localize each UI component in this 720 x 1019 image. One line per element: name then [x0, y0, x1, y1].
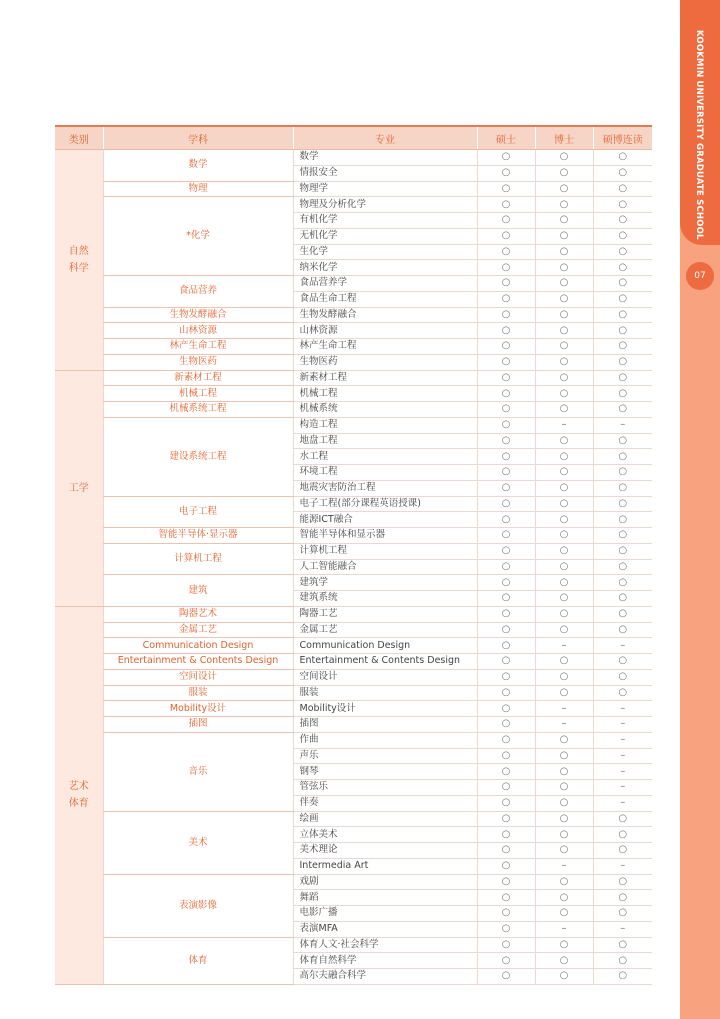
doctor-mark: ○ — [535, 953, 593, 969]
integrated-mark: ○ — [593, 213, 652, 229]
integrated-mark: ○ — [593, 937, 652, 953]
doctor-mark: ○ — [535, 433, 593, 449]
integrated-mark: ○ — [593, 874, 652, 890]
doctor-mark: ○ — [535, 150, 593, 166]
doctor-mark: ○ — [535, 512, 593, 528]
subject-cell: 生物发酵融合 — [103, 307, 293, 323]
table-row — [55, 323, 652, 339]
master-mark: ○ — [477, 512, 535, 528]
integrated-mark: – — [593, 417, 652, 433]
doctor-mark: ○ — [535, 748, 593, 764]
master-mark: ○ — [477, 291, 535, 307]
integrated-mark: ○ — [593, 827, 652, 843]
master-mark: ○ — [477, 701, 535, 717]
major-cell: 能源ICT融合 — [293, 512, 477, 528]
major-cell: 体育自然科学 — [293, 953, 477, 969]
header-master: 硕士 — [477, 126, 535, 150]
major-cell: 建筑学 — [293, 575, 477, 591]
master-mark: ○ — [477, 906, 535, 922]
doctor-mark: ○ — [535, 669, 593, 685]
integrated-mark: ○ — [593, 811, 652, 827]
table-row — [55, 575, 652, 591]
doctor-mark: ○ — [535, 165, 593, 181]
subject-cell: 体育 — [103, 937, 293, 984]
subject-cell: Mobility设计 — [103, 701, 293, 717]
major-cell: 空间设计 — [293, 669, 477, 685]
doctor-mark: ○ — [535, 496, 593, 512]
major-cell: Intermedia Art — [293, 858, 477, 874]
integrated-mark: ○ — [593, 543, 652, 559]
doctor-mark: ○ — [535, 874, 593, 890]
table-row — [55, 654, 652, 670]
master-mark: ○ — [477, 228, 535, 244]
doctor-mark: ○ — [535, 575, 593, 591]
doctor-mark: ○ — [535, 244, 593, 260]
table-row — [55, 528, 652, 544]
major-cell: 高尔夫融合科学 — [293, 969, 477, 985]
integrated-mark: – — [593, 921, 652, 937]
integrated-mark: ○ — [593, 291, 652, 307]
integrated-mark: ○ — [593, 480, 652, 496]
master-mark: ○ — [477, 449, 535, 465]
major-cell: 插图 — [293, 717, 477, 733]
doctor-mark: ○ — [535, 937, 593, 953]
major-cell: 建筑系统 — [293, 591, 477, 607]
major-cell: 无机化学 — [293, 228, 477, 244]
table-row — [55, 150, 652, 166]
major-cell: 环境工程 — [293, 465, 477, 481]
major-cell: 食品生命工程 — [293, 291, 477, 307]
major-cell: 水工程 — [293, 449, 477, 465]
major-cell: 地震灾害防治工程 — [293, 480, 477, 496]
table-row — [55, 874, 652, 890]
major-cell: 山林资源 — [293, 323, 477, 339]
major-cell: 美术理论 — [293, 843, 477, 859]
master-mark: ○ — [477, 732, 535, 748]
major-cell: 生化学 — [293, 244, 477, 260]
table-row — [55, 197, 652, 213]
master-mark: ○ — [477, 748, 535, 764]
major-cell: 体育人文·社会科学 — [293, 937, 477, 953]
doctor-mark: – — [535, 638, 593, 654]
table-row — [55, 732, 652, 748]
major-cell: 情报安全 — [293, 165, 477, 181]
table-row — [55, 606, 652, 622]
doctor-mark: ○ — [535, 449, 593, 465]
integrated-mark: ○ — [593, 528, 652, 544]
subject-cell: 金属工艺 — [103, 622, 293, 638]
master-mark: ○ — [477, 323, 535, 339]
table-row — [55, 339, 652, 355]
integrated-mark: – — [593, 795, 652, 811]
master-mark: ○ — [477, 622, 535, 638]
major-cell: 立体美术 — [293, 827, 477, 843]
subject-cell: 插图 — [103, 717, 293, 733]
doctor-mark: ○ — [535, 402, 593, 418]
table-row — [55, 622, 652, 638]
major-cell: 金属工艺 — [293, 622, 477, 638]
integrated-mark: ○ — [593, 969, 652, 985]
subject-cell: 表演影像 — [103, 874, 293, 937]
table-header-row — [55, 126, 652, 150]
integrated-mark: ○ — [593, 165, 652, 181]
subject-cell: 美术 — [103, 811, 293, 874]
doctor-mark: – — [535, 858, 593, 874]
integrated-mark: ○ — [593, 496, 652, 512]
master-mark: ○ — [477, 559, 535, 575]
major-cell: 舞蹈 — [293, 890, 477, 906]
major-cell: 食品营养学 — [293, 276, 477, 292]
category-cell: 工学 — [55, 370, 103, 606]
master-mark: ○ — [477, 638, 535, 654]
major-cell: 服装 — [293, 685, 477, 701]
master-mark: ○ — [477, 386, 535, 402]
subject-cell: 生物医药 — [103, 354, 293, 370]
subject-cell: 陶器艺术 — [103, 606, 293, 622]
major-cell: 人工智能融合 — [293, 559, 477, 575]
master-mark: ○ — [477, 591, 535, 607]
doctor-mark: ○ — [535, 780, 593, 796]
subject-cell: 山林资源 — [103, 323, 293, 339]
table-row — [55, 701, 652, 717]
doctor-mark: – — [535, 717, 593, 733]
major-cell: 物理及分析化学 — [293, 197, 477, 213]
integrated-mark: ○ — [593, 465, 652, 481]
table-body — [55, 150, 652, 985]
integrated-mark: ○ — [593, 622, 652, 638]
subject-cell: 新素材工程 — [103, 370, 293, 386]
master-mark: ○ — [477, 339, 535, 355]
doctor-mark: ○ — [535, 307, 593, 323]
subject-cell: 食品营养 — [103, 276, 293, 308]
master-mark: ○ — [477, 276, 535, 292]
master-mark: ○ — [477, 669, 535, 685]
doctor-mark: ○ — [535, 606, 593, 622]
category-cell: 自然 科学 — [55, 150, 103, 371]
doctor-mark: ○ — [535, 827, 593, 843]
table-row — [55, 717, 652, 733]
doctor-mark: ○ — [535, 591, 593, 607]
doctor-mark: ○ — [535, 811, 593, 827]
school-name: KOOKMIN UNIVERSITY GRADUATE SCHOOL — [694, 30, 704, 240]
subject-cell: 建设系统工程 — [103, 417, 293, 496]
table-row — [55, 307, 652, 323]
master-mark: ○ — [477, 402, 535, 418]
integrated-mark: ○ — [593, 843, 652, 859]
master-mark: ○ — [477, 496, 535, 512]
integrated-mark: ○ — [593, 244, 652, 260]
major-cell: 机械系统 — [293, 402, 477, 418]
doctor-mark: ○ — [535, 685, 593, 701]
table-row — [55, 543, 652, 559]
master-mark: ○ — [477, 244, 535, 260]
integrated-mark: – — [593, 732, 652, 748]
category-cell: 艺术 体育 — [55, 606, 103, 984]
doctor-mark: ○ — [535, 339, 593, 355]
integrated-mark: ○ — [593, 260, 652, 276]
doctor-mark: ○ — [535, 465, 593, 481]
integrated-mark: – — [593, 748, 652, 764]
doctor-mark: ○ — [535, 654, 593, 670]
integrated-mark: ○ — [593, 669, 652, 685]
subject-cell: Communication Design — [103, 638, 293, 654]
table-row — [55, 276, 652, 292]
master-mark: ○ — [477, 465, 535, 481]
master-mark: ○ — [477, 654, 535, 670]
major-cell: 构造工程 — [293, 417, 477, 433]
header-category: 类别 — [55, 126, 103, 150]
subject-cell: 物理 — [103, 181, 293, 197]
doctor-mark: ○ — [535, 323, 593, 339]
integrated-mark: – — [593, 780, 652, 796]
integrated-mark: ○ — [593, 228, 652, 244]
master-mark: ○ — [477, 606, 535, 622]
major-cell: 管弦乐 — [293, 780, 477, 796]
integrated-mark: ○ — [593, 606, 652, 622]
doctor-mark: ○ — [535, 276, 593, 292]
table-row — [55, 669, 652, 685]
integrated-mark: ○ — [593, 197, 652, 213]
master-mark: ○ — [477, 260, 535, 276]
table-row — [55, 354, 652, 370]
master-mark: ○ — [477, 433, 535, 449]
integrated-mark: ○ — [593, 370, 652, 386]
integrated-mark: ○ — [593, 512, 652, 528]
major-cell: 电影广播 — [293, 906, 477, 922]
doctor-mark: ○ — [535, 906, 593, 922]
doctor-mark: ○ — [535, 795, 593, 811]
doctor-mark: ○ — [535, 890, 593, 906]
master-mark: ○ — [477, 165, 535, 181]
master-mark: ○ — [477, 811, 535, 827]
doctor-mark: – — [535, 417, 593, 433]
master-mark: ○ — [477, 197, 535, 213]
doctor-mark: ○ — [535, 543, 593, 559]
master-mark: ○ — [477, 575, 535, 591]
doctor-mark: ○ — [535, 764, 593, 780]
doctor-mark: ○ — [535, 291, 593, 307]
program-table — [55, 125, 652, 985]
master-mark: ○ — [477, 969, 535, 985]
integrated-mark: ○ — [593, 276, 652, 292]
integrated-mark: ○ — [593, 307, 652, 323]
major-cell: 物理学 — [293, 181, 477, 197]
doctor-mark: ○ — [535, 181, 593, 197]
integrated-mark: ○ — [593, 386, 652, 402]
header-subject: 学科 — [103, 126, 293, 150]
major-cell: 生物医药 — [293, 354, 477, 370]
master-mark: ○ — [477, 354, 535, 370]
major-cell: 伴奏 — [293, 795, 477, 811]
master-mark: ○ — [477, 213, 535, 229]
master-mark: ○ — [477, 480, 535, 496]
table-row — [55, 386, 652, 402]
table-row — [55, 811, 652, 827]
master-mark: ○ — [477, 874, 535, 890]
doctor-mark: ○ — [535, 386, 593, 402]
master-mark: ○ — [477, 780, 535, 796]
major-cell: Communication Design — [293, 638, 477, 654]
master-mark: ○ — [477, 795, 535, 811]
major-cell: 电子工程(部分课程英语授课) — [293, 496, 477, 512]
integrated-mark: ○ — [593, 323, 652, 339]
master-mark: ○ — [477, 181, 535, 197]
major-cell: 钢琴 — [293, 764, 477, 780]
doctor-mark: ○ — [535, 732, 593, 748]
master-mark: ○ — [477, 937, 535, 953]
major-cell: 陶器工艺 — [293, 606, 477, 622]
header-major: 专业 — [293, 126, 477, 150]
subject-cell: Entertainment & Contents Design — [103, 654, 293, 670]
integrated-mark: ○ — [593, 685, 652, 701]
integrated-mark: ○ — [593, 339, 652, 355]
master-mark: ○ — [477, 307, 535, 323]
major-cell: 生物发酵融合 — [293, 307, 477, 323]
master-mark: ○ — [477, 890, 535, 906]
integrated-mark: ○ — [593, 890, 652, 906]
integrated-mark: ○ — [593, 654, 652, 670]
subject-cell: 智能半导体·显示器 — [103, 528, 293, 544]
table-row — [55, 638, 652, 654]
integrated-mark: ○ — [593, 354, 652, 370]
major-cell: 戏剧 — [293, 874, 477, 890]
doctor-mark: ○ — [535, 969, 593, 985]
major-cell: 绘画 — [293, 811, 477, 827]
major-cell: 智能半导体和显示器 — [293, 528, 477, 544]
integrated-mark: ○ — [593, 449, 652, 465]
header-integrated: 硕博连读 — [593, 126, 652, 150]
integrated-mark: ○ — [593, 402, 652, 418]
doctor-mark: ○ — [535, 559, 593, 575]
master-mark: ○ — [477, 717, 535, 733]
subject-cell: 建筑 — [103, 575, 293, 607]
major-cell: 机械工程 — [293, 386, 477, 402]
master-mark: ○ — [477, 858, 535, 874]
integrated-mark: ○ — [593, 150, 652, 166]
doctor-mark: ○ — [535, 197, 593, 213]
integrated-mark: ○ — [593, 906, 652, 922]
subject-cell: 数学 — [103, 150, 293, 182]
subject-cell: 电子工程 — [103, 496, 293, 528]
master-mark: ○ — [477, 417, 535, 433]
major-cell: 有机化学 — [293, 213, 477, 229]
integrated-mark: ○ — [593, 953, 652, 969]
major-cell: 地盘工程 — [293, 433, 477, 449]
integrated-mark: ○ — [593, 559, 652, 575]
integrated-mark: – — [593, 858, 652, 874]
table-row — [55, 370, 652, 386]
major-cell: Entertainment & Contents Design — [293, 654, 477, 670]
doctor-mark: – — [535, 701, 593, 717]
subject-cell: *化学 — [103, 197, 293, 276]
integrated-mark: ○ — [593, 591, 652, 607]
subject-cell: 计算机工程 — [103, 543, 293, 575]
master-mark: ○ — [477, 764, 535, 780]
major-cell: 表演MFA — [293, 921, 477, 937]
integrated-mark: ○ — [593, 433, 652, 449]
doctor-mark: ○ — [535, 480, 593, 496]
doctor-mark: ○ — [535, 370, 593, 386]
major-cell: 作曲 — [293, 732, 477, 748]
integrated-mark: – — [593, 701, 652, 717]
integrated-mark: – — [593, 638, 652, 654]
master-mark: ○ — [477, 827, 535, 843]
subject-cell: 空间设计 — [103, 669, 293, 685]
table-row — [55, 417, 652, 433]
master-mark: ○ — [477, 843, 535, 859]
master-mark: ○ — [477, 150, 535, 166]
integrated-mark: – — [593, 717, 652, 733]
doctor-mark: ○ — [535, 354, 593, 370]
table-row — [55, 685, 652, 701]
master-mark: ○ — [477, 528, 535, 544]
major-cell: 数学 — [293, 150, 477, 166]
doctor-mark: ○ — [535, 622, 593, 638]
integrated-mark: ○ — [593, 575, 652, 591]
major-cell: Mobility设计 — [293, 701, 477, 717]
table-row — [55, 496, 652, 512]
table-row — [55, 181, 652, 197]
subject-cell: 机械系统工程 — [103, 402, 293, 418]
doctor-mark: ○ — [535, 843, 593, 859]
table-row — [55, 402, 652, 418]
table-row — [55, 937, 652, 953]
major-cell: 纳米化学 — [293, 260, 477, 276]
doctor-mark: ○ — [535, 260, 593, 276]
major-cell: 声乐 — [293, 748, 477, 764]
master-mark: ○ — [477, 953, 535, 969]
doctor-mark: ○ — [535, 228, 593, 244]
master-mark: ○ — [477, 685, 535, 701]
integrated-mark: – — [593, 764, 652, 780]
integrated-mark: ○ — [593, 181, 652, 197]
subject-cell: 机械工程 — [103, 386, 293, 402]
master-mark: ○ — [477, 370, 535, 386]
subject-cell: 林产生命工程 — [103, 339, 293, 355]
master-mark: ○ — [477, 543, 535, 559]
doctor-mark: ○ — [535, 528, 593, 544]
page-number: 07 — [686, 262, 714, 290]
major-cell: 林产生命工程 — [293, 339, 477, 355]
doctor-mark: – — [535, 921, 593, 937]
header-doctor: 博士 — [535, 126, 593, 150]
doctor-mark: ○ — [535, 213, 593, 229]
major-cell: 新素材工程 — [293, 370, 477, 386]
subject-cell: 服装 — [103, 685, 293, 701]
master-mark: ○ — [477, 921, 535, 937]
major-cell: 计算机工程 — [293, 543, 477, 559]
subject-cell: 音乐 — [103, 732, 293, 811]
